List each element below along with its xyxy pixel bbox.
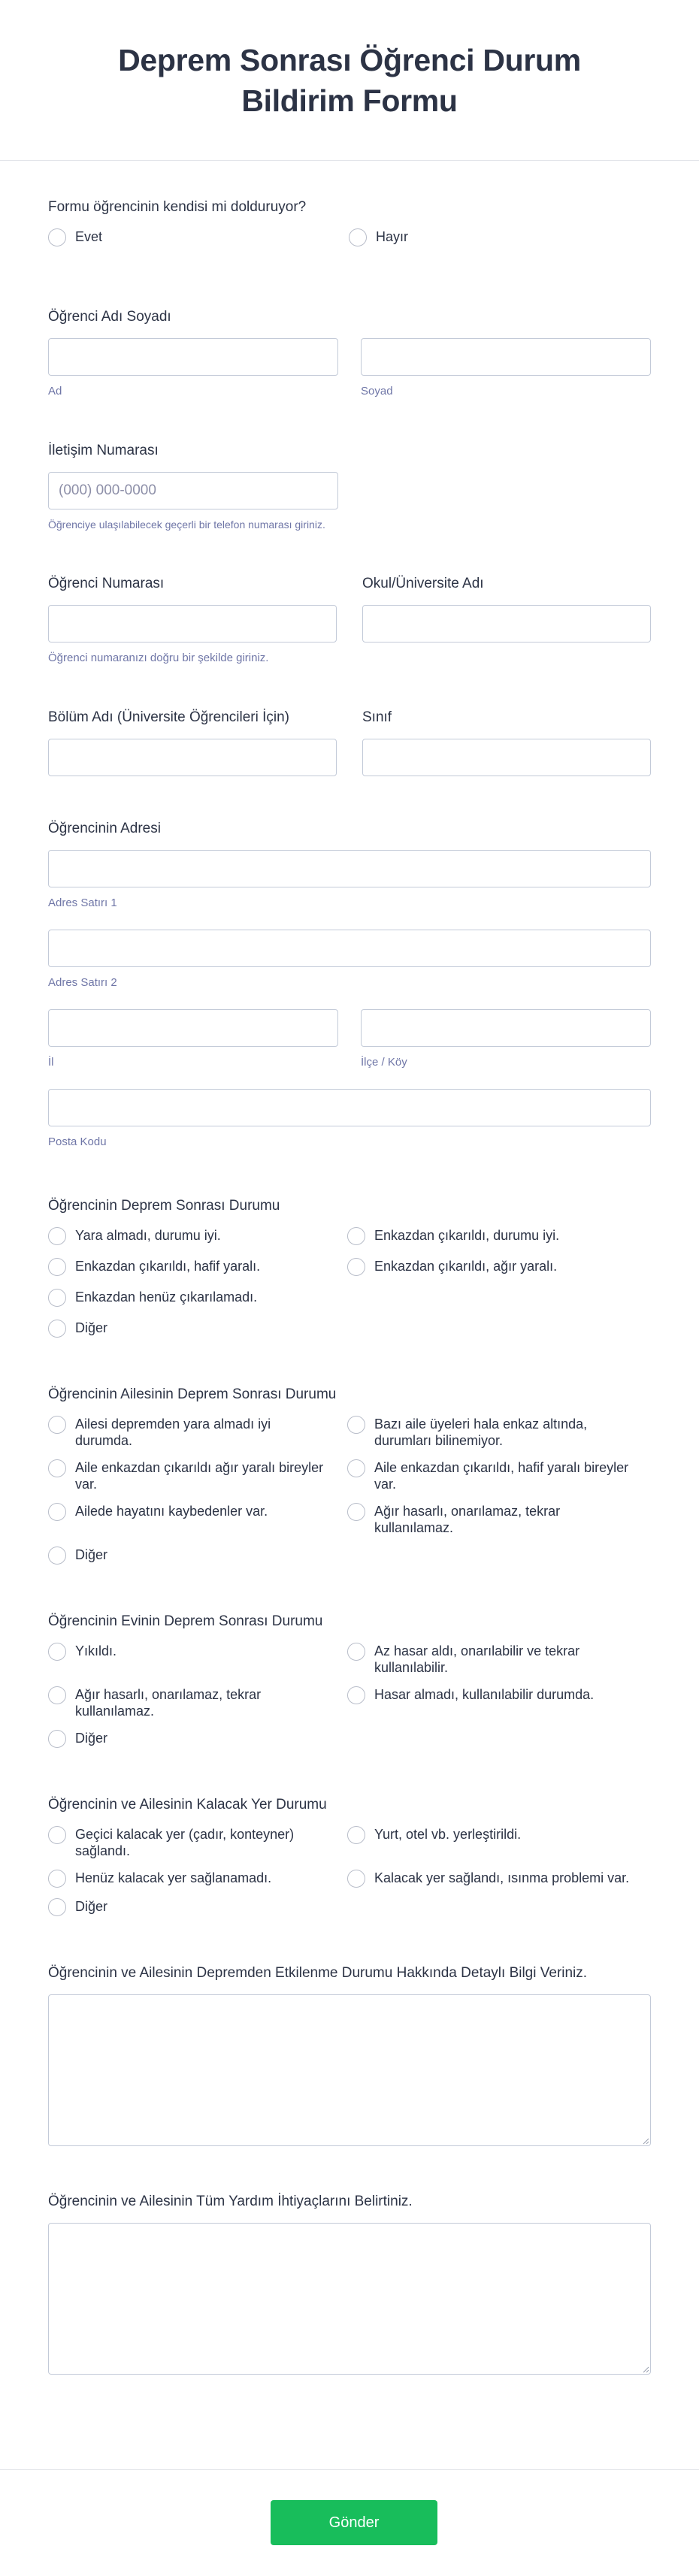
needs-textarea[interactable] (48, 2223, 651, 2375)
address-line1-input[interactable] (48, 850, 651, 887)
radio-label: Enkazdan çıkarıldı, hafif yaralı. (75, 1259, 261, 1274)
radio-label: Az hasar aldı, onarılabilir ve tekrar kullanılabilir. (374, 1643, 580, 1675)
radio-option[interactable] (48, 1826, 347, 1859)
district-input[interactable] (361, 1009, 651, 1047)
form-footer (0, 2469, 699, 2576)
first-name-sublabel: Ad (48, 385, 62, 398)
question-label: Formu öğrencinin kendisi mi dolduruyor? (48, 199, 307, 215)
radio-label: Ağır hasarlı, onarılamaz, tekrar kullanılamaz. (374, 1504, 561, 1535)
radio-button[interactable] (347, 1503, 365, 1521)
question-school (362, 575, 651, 665)
row-department-grade (48, 709, 651, 776)
radio-button[interactable] (347, 1826, 365, 1844)
radio-label: Kalacak yer sağlandı, ısınma problemi var. (374, 1870, 630, 1885)
radio-option[interactable] (48, 1870, 347, 1888)
radio-option-hayir[interactable] (349, 228, 408, 246)
radio-label: Aile enkazdan çıkarıldı, hafif yaralı bireyler var. (374, 1460, 629, 1492)
radio-option[interactable] (347, 1227, 646, 1245)
question-detail (48, 1964, 651, 2146)
city-sublabel: İl (48, 1056, 54, 1069)
radio-label: Diğer (75, 1731, 108, 1746)
phone-input[interactable] (48, 472, 338, 509)
radio-option[interactable] (48, 1289, 347, 1307)
first-name-input[interactable] (48, 338, 338, 376)
question-label: Sınıf (362, 709, 392, 725)
radio-option[interactable] (48, 1459, 347, 1492)
question-label: Öğrencinin Deprem Sonrası Durumu (48, 1198, 280, 1214)
radio-option[interactable] (347, 1503, 646, 1536)
postal-code-input[interactable] (48, 1089, 651, 1126)
radio-button[interactable] (48, 1416, 66, 1434)
radio-label: Yurt, otel vb. yerleştirildi. (374, 1827, 522, 1842)
city-input[interactable] (48, 1009, 338, 1047)
postal-code-sublabel: Posta Kodu (48, 1135, 107, 1148)
question-label: Öğrencinin Evinin Deprem Sonrası Durumu (48, 1613, 323, 1629)
radio-button[interactable] (48, 1459, 66, 1477)
question-phone (48, 442, 651, 531)
radio-option[interactable] (347, 1686, 646, 1719)
radio-option[interactable] (347, 1416, 646, 1449)
radio-option[interactable] (48, 1643, 347, 1676)
radio-button[interactable] (48, 1686, 66, 1704)
radio-option[interactable] (48, 1227, 347, 1245)
form-header (0, 0, 699, 161)
form-title: Deprem Sonrası Öğrenci Durum Bildirim Formu (118, 42, 581, 118)
form-body (0, 198, 699, 2375)
last-name-input[interactable] (361, 338, 651, 376)
resize-handle-icon[interactable] (642, 2137, 649, 2145)
radio-label: Ailesi depremden yara almadı iyi durumda. (75, 1416, 271, 1448)
question-label: Öğrenci Adı Soyadı (48, 309, 171, 325)
question-label: Öğrenci Numarası (48, 576, 165, 591)
radio-label: Enkazdan henüz çıkarılamadı. (75, 1290, 258, 1305)
radio-button[interactable] (48, 228, 66, 246)
student-number-input[interactable] (48, 605, 337, 642)
radio-option[interactable] (48, 1258, 347, 1276)
address-line2-input[interactable] (48, 930, 651, 967)
radio-label: Geçici kalacak yer (çadır, konteyner) sağlandı. (75, 1827, 295, 1858)
address-line2-sublabel: Adres Satırı 2 (48, 976, 117, 989)
question-needs (48, 2193, 651, 2375)
radio-label: Evet (75, 229, 103, 244)
question-student-status (48, 1197, 651, 1338)
question-grade (362, 709, 651, 776)
question-student-name (48, 308, 651, 398)
radio-option[interactable] (347, 1258, 646, 1276)
resize-handle-icon[interactable] (642, 2366, 649, 2373)
radio-option[interactable] (347, 1459, 646, 1492)
question-self-fill (48, 198, 651, 246)
radio-button[interactable] (347, 1416, 365, 1434)
question-label: Öğrencinin Adresi (48, 821, 161, 836)
radio-label: Diğer (75, 1547, 108, 1562)
school-input[interactable] (362, 605, 651, 642)
radio-label: Bazı aile üyeleri hala enkaz altında, durumları bilinemiyor. (374, 1416, 588, 1448)
radio-option[interactable] (347, 1643, 646, 1676)
radio-button[interactable] (48, 1289, 66, 1307)
question-family-status (48, 1386, 651, 1565)
radio-button[interactable] (48, 1320, 66, 1338)
radio-label: Aile enkazdan çıkarıldı ağır yaralı bireyler var. (75, 1460, 324, 1492)
radio-button[interactable] (48, 1643, 66, 1661)
radio-button[interactable] (48, 1870, 66, 1888)
radio-option[interactable] (48, 1503, 347, 1536)
radio-option[interactable] (48, 1547, 347, 1565)
question-label: Öğrencinin ve Ailesinin Depremden Etkilenme Durumu Hakkında Detaylı Bilgi Veriniz. (48, 1965, 588, 1981)
question-shelter-status (48, 1796, 651, 1916)
radio-option[interactable] (347, 1870, 646, 1888)
radio-button[interactable] (48, 1547, 66, 1565)
address-line1-sublabel: Adres Satırı 1 (48, 896, 117, 909)
radio-button[interactable] (48, 1258, 66, 1276)
radio-label: Yara almadı, durumu iyi. (75, 1228, 221, 1243)
question-label: Öğrencinin ve Ailesinin Tüm Yardım İhtiyaçlarını Belirtiniz. (48, 2194, 413, 2209)
submit-button[interactable]: Gönder (271, 2500, 437, 2545)
radio-button[interactable] (48, 1730, 66, 1748)
radio-label: Ağır hasarlı, onarılamaz, tekrar kullanılamaz. (75, 1687, 262, 1719)
radio-button[interactable] (347, 1227, 365, 1245)
question-label: Okul/Üniversite Adı (362, 576, 484, 591)
radio-button[interactable] (48, 1898, 66, 1916)
radio-button[interactable] (349, 228, 367, 246)
radio-button[interactable] (347, 1870, 365, 1888)
radio-option[interactable] (48, 1898, 347, 1916)
radio-option-evet[interactable] (48, 228, 349, 246)
question-student-number (48, 575, 337, 665)
radio-button[interactable] (48, 1227, 66, 1245)
radio-label: Hasar almadı, kullanılabilir durumda. (374, 1687, 595, 1702)
district-sublabel: İlçe / Köy (361, 1056, 407, 1069)
radio-button[interactable] (48, 1503, 66, 1521)
radio-label: Diğer (75, 1899, 108, 1914)
last-name-sublabel: Soyad (361, 385, 393, 398)
question-department (48, 709, 337, 776)
radio-option[interactable] (48, 1730, 347, 1748)
radio-label: Diğer (75, 1320, 108, 1335)
radio-label: Enkazdan çıkarıldı, durumu iyi. (374, 1228, 560, 1243)
radio-label: Enkazdan çıkarıldı, ağır yaralı. (374, 1259, 558, 1274)
radio-label: Ailede hayatını kaybedenler var. (75, 1504, 268, 1519)
radio-button[interactable] (347, 1643, 365, 1661)
radio-label: Hayır (376, 229, 409, 244)
question-label: Öğrencinin ve Ailesinin Kalacak Yer Durumu (48, 1797, 327, 1813)
radio-button[interactable] (48, 1826, 66, 1844)
radio-option[interactable] (48, 1320, 347, 1338)
radio-option[interactable] (48, 1416, 347, 1449)
question-label: İletişim Numarası (48, 443, 159, 458)
question-address (48, 820, 651, 1149)
student-number-help: Öğrenci numaranızı doğru bir şekilde giriniz. (48, 652, 269, 664)
radio-button[interactable] (347, 1459, 365, 1477)
grade-input[interactable] (362, 739, 651, 776)
radio-label: Yıkıldı. (75, 1643, 117, 1658)
radio-option[interactable] (48, 1686, 347, 1719)
department-input[interactable] (48, 739, 337, 776)
row-student-no-school (48, 575, 651, 665)
radio-button[interactable] (347, 1258, 365, 1276)
detail-textarea[interactable] (48, 1994, 651, 2146)
question-home-status (48, 1613, 651, 1748)
phone-help: Öğrenciye ulaşılabilecek geçerli bir telefon numarası giriniz. (48, 519, 325, 531)
radio-label: Henüz kalacak yer sağlanamadı. (75, 1870, 272, 1885)
question-label: Bölüm Adı (Üniversite Öğrencileri İçin) (48, 709, 289, 725)
radio-option[interactable] (347, 1826, 646, 1859)
radio-button[interactable] (347, 1686, 365, 1704)
question-label: Öğrencinin Ailesinin Deprem Sonrası Durumu (48, 1386, 337, 1402)
